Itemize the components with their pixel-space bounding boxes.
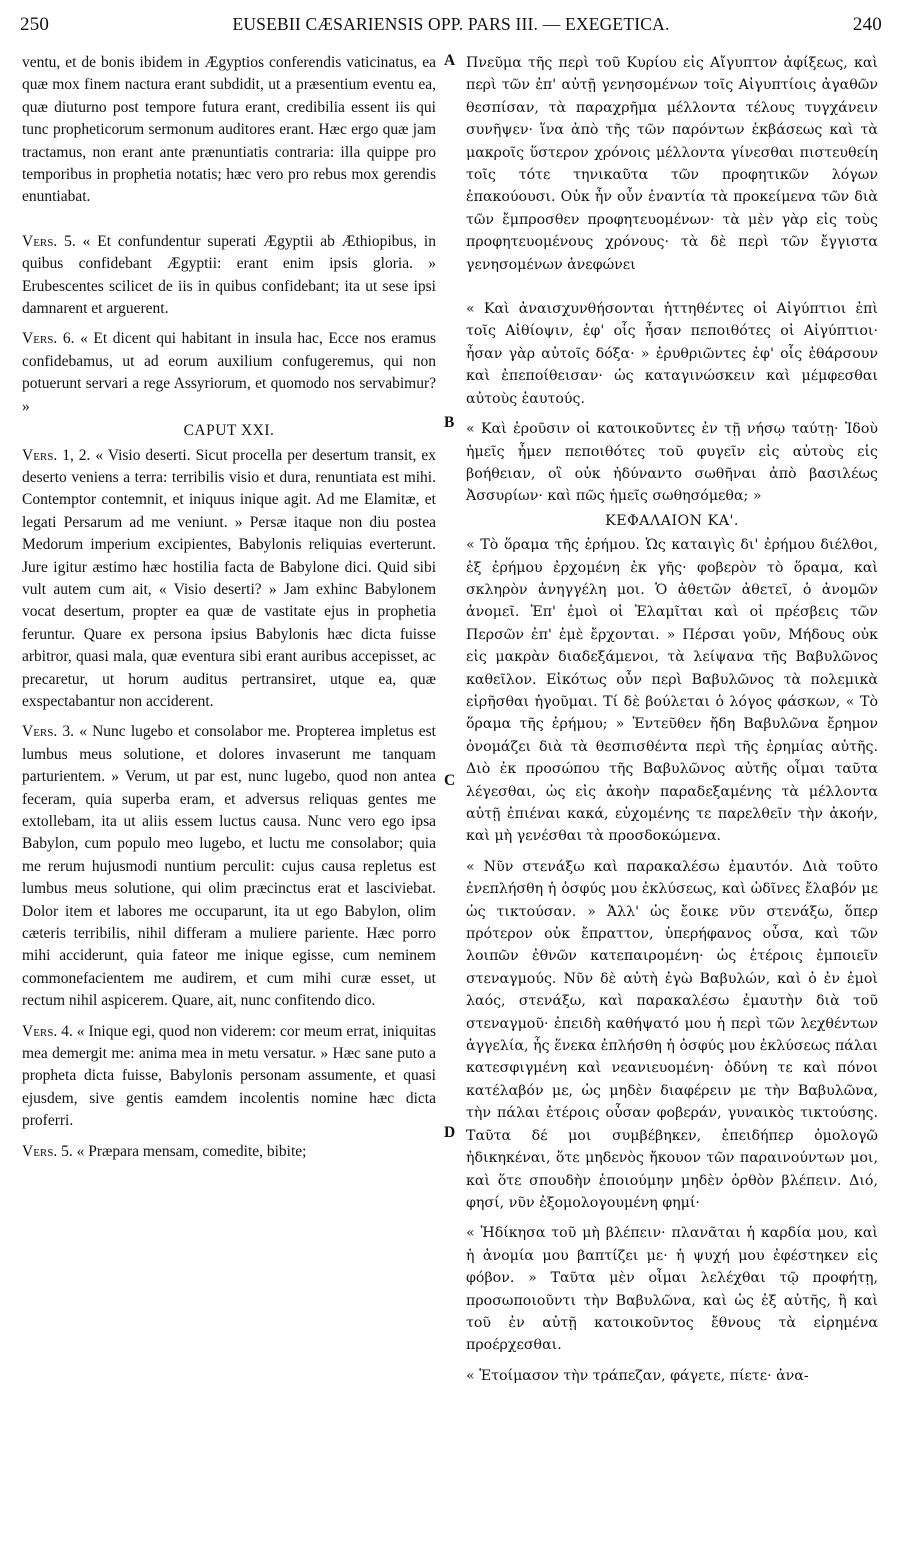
verse-number: Vers. 5. bbox=[22, 1142, 73, 1160]
section-marker-a: A bbox=[444, 52, 456, 69]
latin-paragraph bbox=[22, 445, 436, 714]
section-marker-b: B bbox=[444, 414, 455, 431]
paragraph-text: « Inique egi, quod non viderem: cor meum errat, iniquitas mea demergit me: anima mea in metu versatur. » Hæc sane puto a propheta dicta fuisse, Babylonis personam assumente, et quasi ejusdem, sive gentis eamdem incolentis nomine hæc dicta proferri. bbox=[22, 1022, 437, 1130]
section-marker-c: C bbox=[444, 772, 456, 789]
latin-chapter-heading: CAPUT XXI. bbox=[183, 422, 275, 440]
running-header bbox=[20, 14, 882, 44]
paragraph-text: « Præpara mensam, comedite, bibite; bbox=[72, 1142, 307, 1160]
paragraph-text: « Ἠδίκησα τοῦ μὴ βλέπειν· πλανᾶται ἡ καρδία μου, καὶ ἡ ἀνομία μου βαπτίζει με· ἡ ψυχή μου ἐφέστηκεν εἰς φόβον. » Ταῦτα μὲν οἶμαι λελέχθαι τῷ προφήτῃ, προσωποιοῦντι τὴν Βαβυλῶνα, καὶ ὡς ἐξ αὐτῆς, ἢ καὶ τοῦ ἐν αὐτῇ κατοικοῦντος ἔθνους τὰ εἰρημένα προέρχεσθαι. bbox=[466, 1225, 878, 1354]
paragraph-text: « Καὶ ἐροῦσιν οἱ κατοικοῦντες ἐν τῇ νήσῳ ταύτῃ· Ἰδοὺ ἡμεῖς ἦμεν πεποιθότες τοῦ φυγεῖν εἰς αὐτοὺς εἰς βοήθειαν, οἳ οὐκ ἠδύναντο σωθῆναι ἀπὸ βασιλέως Ἀσσυρίων· καὶ πῶς ἡμεῖς σωθησόμεθα; » bbox=[466, 421, 878, 505]
latin-paragraph bbox=[22, 1141, 436, 1163]
paragraph-text: « Ἑτοίμασον τὴν τράπεζαν, φάγετε, πίετε· ἀνα- bbox=[466, 1367, 809, 1384]
paragraph-text: Πνεῦμα τῆς περὶ τοῦ Κυρίου εἰς Αἴγυπτον ἀφίξεως, καὶ περὶ τῶν ἐπ' αὐτῇ γενησομένων τοῖς Αἰγυπτίοις ἀγαθῶν θεσπίσαν, τὰ παραχρῆμα μέλλοντα τέλους τυγχάνειν συνῆψεν· ἵνα ἀπὸ τῆς τῶν παρόντων ἐκβάσεως καὶ τὰ μακροῖς ὕστερον χρόνοις μέλλοντα γίνεσθαι πιστευθείη τοῖς τότε τηνικαῦτα τῶν προφητικῶν λόγων ἐπακούουσι. Οὐκ ἦν οὖν ἐναντία τὰ προκείμενα τῶν διὰ τῶν ἔμπροσθεν προφητευομένων· τὰ μὲν γὰρ εἰς τοὺς προφητευομένους χρόνους· τὰ δὲ περὶ τῶν ἔγγιστα γενησομένων ἀνεφώνει bbox=[466, 55, 878, 273]
latin-paragraph bbox=[22, 52, 436, 209]
greek-paragraph bbox=[466, 418, 878, 508]
verse-number: Vers. 4. bbox=[22, 1022, 73, 1040]
verse-number: Vers. 6. bbox=[22, 330, 75, 348]
paragraph-text: « Et dicent qui habitant in insula hac, Ecce nos eramus confidebamus, ut ad eorum auxilium confugeremus, qui non potuerunt servari a rege Assyriorum, et quomodo nos servabimur? » bbox=[22, 330, 436, 415]
paragraph-text: « Νῦν στενάξω καὶ παρακαλέσω ἐμαυτόν. Διὰ τοῦτο ἐνεπλήσθη ἡ ὀσφύς μου ἐκλύσεως, καὶ ὠδῖνες ἔλαβόν με ὡς τικτούσαν. » Ἀλλ' ὡς ἔοικε νῦν στενάξω, ὅπερ πρότερον οὐκ ἔπραττον, ὑπερήφανος οὖσα, καὶ τῶν λοιπῶν ἐθνῶν κατεπαιρομένη· ὡς ἑτέροις ἐμποιεῖν στεναγμούς. Νῦν δὲ αὐτὴ ἐγὼ Βαβυλών, καὶ ὁ ἐν ἐμοὶ λαός, στενάξω, καὶ παρακαλέσω ἐμαυτὴν διὰ τοῦ στεναγμοῦ· ἐπειδὴ καθήψατό μου ἡ περὶ τῶν λεχθέντων ἀγγελία, ἧς ἕνεκα ἐπλήσθη ἡ ὀσφύς μου ἐκλύσεως πάλαι κατεσφιγμένη καὶ νεανιευομένη· ὀδύνη τε καὶ πόνοι κατέλαβόν με, ὡς μηδὲν διαφέρειν με τὴν Βαβυλῶνα, τὴν πάλαι ἑτέροις οὖσαν φοβεράν, γυναικὸς τικτούσης. Ταῦτα δέ μοι συμβέβηκεν, ἐπειδήπερ ὁμολογῶ ἠδικηκέναι, ὅτε μηδενὸς ἤκουον τῶν παραινούντων μοι, καὶ ὅτε σπουδὴν ἐποιούμην μηδὲν ὀρθὸν βλέπειν. Διό, φησί, νῦν ἐξομολογουμένη φημί· bbox=[466, 858, 878, 1211]
latin-column bbox=[22, 52, 436, 1163]
latin-paragraph bbox=[22, 1021, 436, 1133]
verse-number: Vers. 1, 2. bbox=[22, 446, 91, 464]
verse-number: Vers. 5. bbox=[22, 232, 76, 250]
paragraph-text: ventu, et de bonis ibidem in Ægyptios conferendis vaticinatus, ea quæ mox finem nactura erant subdidit, ut a præsentium eventu ea, quæ diuturno post tempore futura erant, credibilia essent iis qui tunc propheticorum sermonum auditores erant. Hæc ergo quæ jam tractamus, non erant ante prænuntiatis contraria: illa quippe pro temporibus in prophetia notatis; hæc vero pro rebus mox gerendis enuntiabat. bbox=[22, 54, 436, 206]
greek-paragraph bbox=[466, 52, 878, 276]
latin-paragraph bbox=[22, 721, 436, 1012]
paragraph-text: « Καὶ ἀναισχυνθήσονται ἡττηθέντες οἱ Αἰγύπτιοι ἐπὶ τοῖς Αἰθίοψιν, ἐφ' οἷς ἦσαν πεποιθότες οἱ Αἰγύπτιοι· ἦσαν γὰρ αὐτοῖς δόξα· » ἐρυθριῶντες ἐφ' οἷς ἐθάρσουν καὶ ἐπεποίθεισαν· ὡς καταγινώσκειν καὶ μέμφεσθαι αὐτοὺς ἑαυτούς. bbox=[466, 301, 878, 407]
latin-paragraph bbox=[22, 328, 436, 418]
section-marker-d: D bbox=[444, 1124, 456, 1141]
paragraph-text: « Visio deserti. Sicut procella per desertum transit, ex deserto veniens a terra: terribilis visio et dura, renuntiata est mihi. Contemptor contemnit, et iniquus inique agit. Ad me Elamitæ, et legati Persarum ad me veniunt. » Persæ itaque non diu postea Medorum imperium excipientes, Babylonis reliquias everterunt. Jure igitur æstimo hæc hostilia facta de Babylone dici. Quid sibi vult autem cum ait, « Visio deserti? » Jam exhinc Babylonem vocat desertum, propter ea quæ de vastitate ejus in prophetia feruntur. Quare ex persona ipsius Babylonis hæc dicta fuisse arbitror, quasi mala, quæ eventura sibi erant auribus accepisset, ac precaretur, ut horum auditus pertransiret, utque ea, quæ exspectabantur non acciderent. bbox=[22, 446, 436, 710]
paragraph-text: « Et confundentur superati Ægyptii ab Æthiopibus, in quibus confidebant Ægyptii: erant enim ipsis gloria. » Erubescentes scilicet de iis in quibus confidebant; ita ut sese ipsi damnarent et arguerent. bbox=[22, 232, 436, 318]
page-number-left: 250 bbox=[20, 14, 50, 35]
greek-column bbox=[466, 52, 878, 1387]
paragraph-text: « Τὸ ὅραμα τῆς ἐρήμου. Ὡς καταιγὶς δι' ἐρήμου διέλθοι, ἐξ ἐρήμου ἐρχομένη ἐκ γῆς· φοβερὸν τὸ ὅραμα, καὶ σκληρὸν ἀνηγγέλη μοι. Ὁ ἀθετῶν ἀθετεῖ, ὁ ἀνομῶν ἀνομεῖ. Ἐπ' ἐμοὶ οἱ Ἐλαμῖται καὶ οἱ πρέσβεις τῶν Περσῶν ἐπ' ἐμὲ ἔρχονται. » Πέρσαι γοῦν, Μήδους οὐκ εἰς μακρὰν διαδεξάμενοι, τὰ λείψανα τῆς Βαβυλῶνος καθεῖλον. Εἰκότως οὖν περὶ Βαβυλῶνος τὰ πολεμικὰ εἰρῆσθαι ἡγοῦμαι. Τί δὲ βούλεται ὁ λόγος φάσκων, « Τὸ ὅραμα τῆς ἐρήμου; » Ἐντεῦθεν ἤδη Βαβυλῶνα ἔρημον ὀνομάζει διὰ τὰ θεσπισθέντα περὶ τῆς ἐρημίας αὐτῆς. Διὸ ἐκ προσώπου τῆς Βαβυλῶνος αὐτῆς οἶμαι ταῦτα λέγεσθαι, ὡς εἰς ἀκοὴν παραδεξαμένης τὰ μέλλοντα αὐτῇ ἐπιέναι κακά, εὐχομένης τε παρελθεῖν τὴν ἀκοήν, καὶ μὴ γενέσθαι τὰ προσδοκώμενα. bbox=[466, 537, 878, 845]
greek-paragraph bbox=[466, 1365, 878, 1387]
latin-paragraph bbox=[22, 231, 436, 321]
greek-paragraph bbox=[466, 534, 878, 848]
greek-paragraph bbox=[466, 856, 878, 1215]
greek-chapter-heading: ΚΕΦΑΛΑΙΟΝ ΚΑ'. bbox=[605, 512, 739, 529]
page-number-right: 240 bbox=[852, 14, 882, 35]
greek-paragraph bbox=[466, 1222, 878, 1356]
verse-number: Vers. 3. bbox=[22, 723, 75, 741]
paragraph-text: « Nunc lugebo et consolabor me. Propterea impletus est lumbus meus solutione, et dolores invaserunt me tanquam parturientem. » Verum, ut par est, nunc lugebo, quod non antea feceram, quia superba eram, et adversus reliquas gentes me extollebam, ita ut aliis essem luctus causa. Nunc vero ego ipsa Babylon, cum populo meo lugebo, et luctu me consolabor; quia me rerum hujusmodi nuntium perculit: cujus causa repletus est lumbus meus solutione, qui olim præcinctus erat et lasciviebat. Dolor item et labores me occuparunt, ita ut ego Babylon, olim cæteris terribilis, nihil differam a muliere pariente. Hæc porro mihi acciderunt, quia fateor me inique egisse, cum neminem commonefacientem me audirem, et cum mihi curæ esset, ut rectum nihil aspicerem. Quare, ait, nunc confitendo dico. bbox=[22, 723, 436, 1010]
running-title: EUSEBII CÆSARIENSIS OPP. PARS III. — EXEGETICA. bbox=[232, 14, 670, 34]
greek-paragraph bbox=[466, 298, 878, 410]
